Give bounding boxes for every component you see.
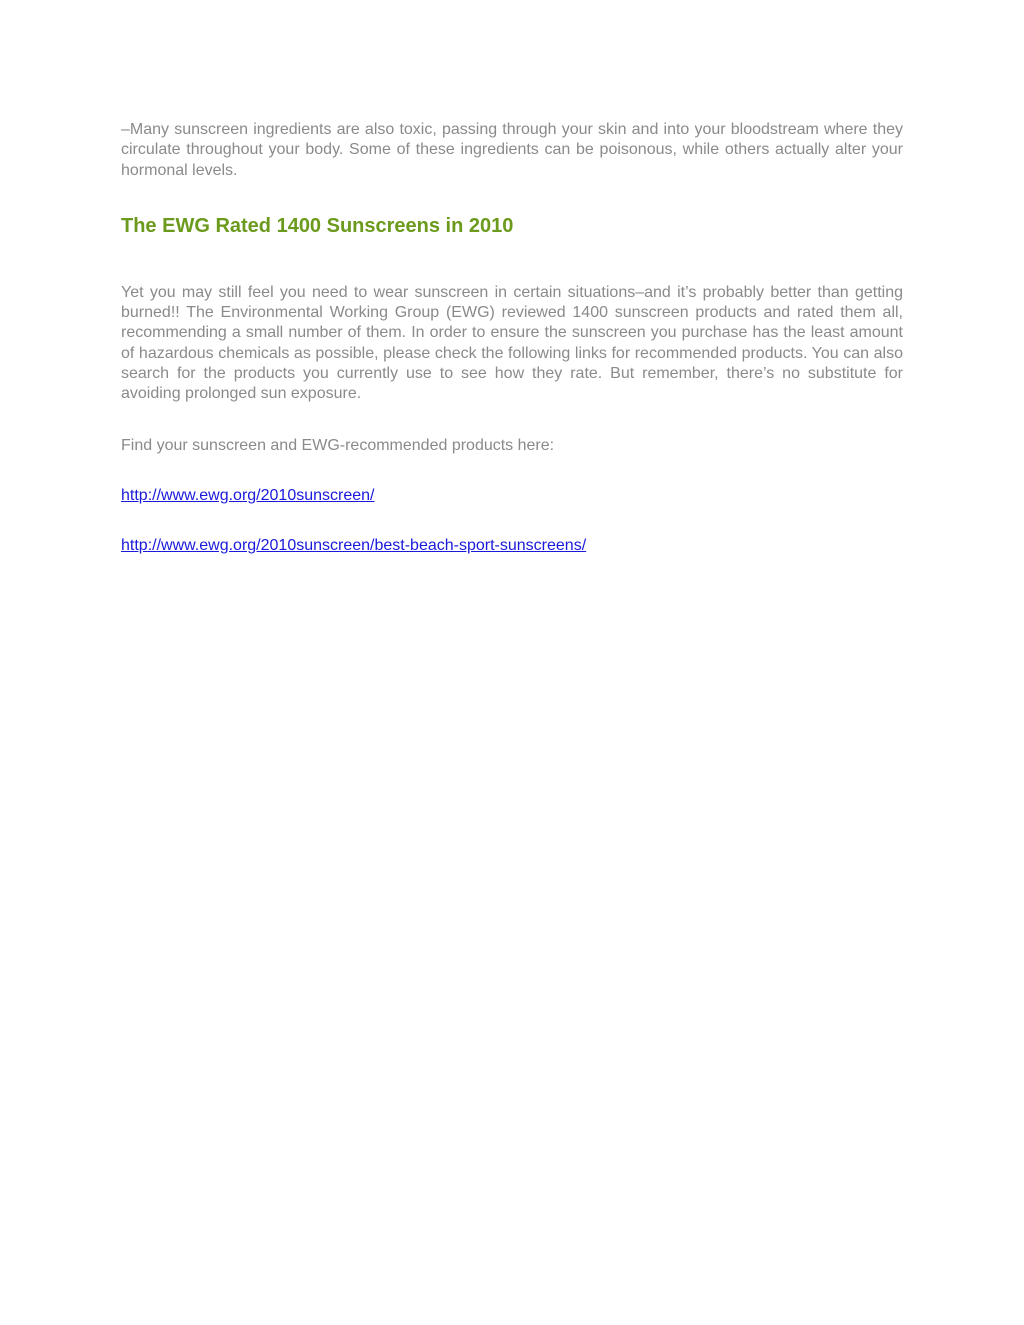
ewg-beach-sport-link[interactable]: http://www.ewg.org/2010sunscreen/best-beach-sport-sunscreens/: [121, 536, 587, 554]
body-paragraph: Yet you may still feel you need to wear sunscreen in certain situations–and it’s probably better than getting burned!! The Environmental Working Group (EWG) reviewed 1400 sunscreen products and rated them all, recommending a small number of them. In order to ensure the sunscreen you purchase has the least amount of hazardous chemicals as possible, please check the following links for recommended products. You can also search for the products you currently use to see how they rate. But remember, there’s no substitute for avoiding prolonged sun exposure.: [121, 283, 903, 403]
link-line-2: [121, 536, 903, 556]
intro-paragraph: –Many sunscreen ingredients are also toxic, passing through your skin and into your bloodstream where they circulate throughout your body. Some of these ingredients can be poisonous, while others actually alter your hormonal levels.: [121, 121, 903, 179]
links-intro-paragraph: Find your sunscreen and EWG-recommended products here:: [121, 436, 555, 454]
ewg-sunscreen-link[interactable]: http://www.ewg.org/2010sunscreen/: [121, 486, 375, 504]
link-line-1: [121, 486, 903, 506]
document-page: [121, 120, 903, 556]
section-heading: The EWG Rated 1400 Sunscreens in 2010: [121, 214, 514, 237]
